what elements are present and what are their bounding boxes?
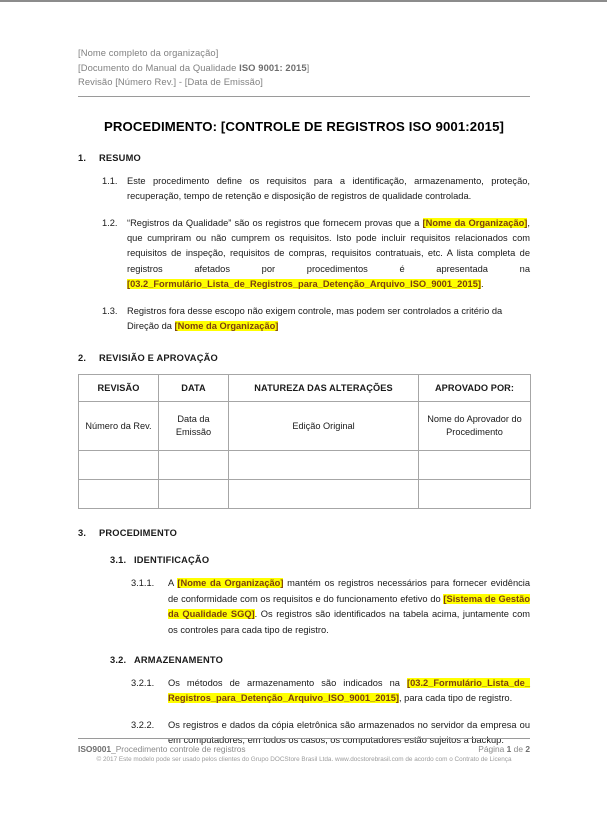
footer-standard-code: ISO9001 <box>78 744 112 754</box>
cell-natureza: Edição Original <box>229 402 419 451</box>
section-label: REVISIÃO E APROVAÇÃO <box>99 353 218 364</box>
document-footer <box>78 738 530 763</box>
section-number: 1. <box>78 152 87 163</box>
header-manual-line <box>78 61 530 76</box>
page-total-number: 2 <box>525 744 530 754</box>
placeholder-nome-organizacao: [Nome da Organização] <box>422 217 528 228</box>
clause-number: 1.1. <box>102 175 118 186</box>
clause-text: Registros fora desse escopo não exigem controle, mas podem ser controlados a critério da Direção da [Nome da Organização] <box>127 305 503 332</box>
section-heading-revisao-aprovacao <box>78 353 530 363</box>
clause-number: 1.3. <box>102 305 118 316</box>
clause-1-1 <box>102 174 530 205</box>
subsection-number: 3.2. <box>110 655 127 666</box>
document-header <box>78 2 530 90</box>
clause-1-2 <box>102 216 530 293</box>
footer-row <box>78 744 530 754</box>
header-organization-line: [Nome completo da organização] <box>78 47 219 58</box>
section-number: 3. <box>78 528 87 539</box>
page-content <box>78 2 530 749</box>
placeholder-formulario-lista-registros: [03.2_Formulário_Lista_de_Registros_para_Detenção_Arquivo_ISO_9001_2015] <box>127 279 481 290</box>
subsection-label: IDENTIFICAÇÃO <box>134 555 210 566</box>
clause-number: 1.2. <box>102 217 118 228</box>
table-header-row <box>79 375 531 402</box>
page-current-number: 1 <box>506 744 512 754</box>
clause-text: A [Nome da Organização] mantém os registros necessários para fornecer evidência de conformidade com os requisitos e do funcionamento efetivo do [Sistema de Gestão da Qualidade SGQ]. Os registros são identificados na tabela acima, juntamente com os controles para cada tipo de registro. <box>168 578 530 635</box>
cell-revisao: Número da Rev. <box>79 402 159 451</box>
page-middle-label: de <box>511 744 526 754</box>
page-prefix-label: Página <box>478 744 507 754</box>
section-label: PROCEDIMENTO <box>99 528 177 539</box>
header-divider <box>78 96 530 97</box>
column-header-natureza: NATUREZA DAS ALTERAÇÕES <box>229 375 419 402</box>
clause-number: 3.2.2. <box>131 719 155 730</box>
section-label: RESUMO <box>99 152 141 163</box>
header-manual-suffix: ] <box>306 61 310 73</box>
page-title: PROCEDIMENTO: [CONTROLE DE REGISTROS ISO 9001:2015] <box>103 118 505 134</box>
cell-data <box>159 451 229 480</box>
footer-document-title: _Procedimento controle de registros <box>111 744 246 754</box>
placeholder-formulario-lista-registros: [03.2_Formulário_Lista_de_ Registros_para_Detenção_Arquivo_ISO_9001_2015] <box>168 678 530 704</box>
clause-number: 3.2.1. <box>131 678 155 689</box>
header-revision-line: Revisão [Número Rev.] - [Data de Emissão] <box>78 76 263 88</box>
footer-copyright: © 2017 Este modelo pode ser usado pelos clientes do Grupo DOCStore Brasil Ltda. www.docstorebrasil.com de acordo com o Contrato de Licença <box>96 756 512 763</box>
subsection-heading-identificacao <box>110 555 530 565</box>
placeholder-nome-organizacao: [Nome da Organização] <box>174 321 279 332</box>
placeholder-sistema-gestao-qualidade: [Sistema de Gestão da Qualidade SGQ] <box>168 593 530 620</box>
clause-number: 3.1.1. <box>131 578 155 589</box>
cell-aprovado-por: Nome do Aprovador do Procedimento <box>419 402 531 451</box>
cell-data <box>159 480 229 509</box>
section-heading-resumo <box>78 153 530 163</box>
cell-aprovado-por <box>419 451 531 480</box>
clause-text: Os métodos de armazenamento são indicados na [03.2_Formulário_Lista_de_ Registros_para_Detenção_Arquivo_ISO_9001_2015], para cada tipo de registro. <box>168 678 530 704</box>
column-header-revisao: REVISÃO <box>79 375 159 402</box>
subsection-heading-armazenamento <box>110 655 530 665</box>
clause-3-1-1 <box>131 576 530 638</box>
revision-table <box>78 374 531 509</box>
cell-natureza <box>229 480 419 509</box>
column-header-aprovado-por: APROVADO POR: <box>419 375 531 402</box>
placeholder-nome-organizacao: [Nome da Organização] <box>177 578 284 589</box>
header-manual-standard: ISO 9001: 2015 <box>239 61 307 73</box>
clause-text: Os registros e dados da cópia eletrônica são armazenados no servidor da empresa ou em computadores; em todos os casos, os computadores estão sujeitos a backup. <box>168 719 530 746</box>
cell-aprovado-por <box>419 480 531 509</box>
footer-document-name <box>78 744 246 754</box>
document-page <box>0 2 607 831</box>
footer-divider <box>78 738 530 739</box>
table-row <box>79 480 531 509</box>
column-header-data: DATA <box>159 375 229 402</box>
cell-natureza <box>229 451 419 480</box>
subsection-label: ARMAZENAMENTO <box>134 655 224 666</box>
clause-text: “Registros da Qualidade” são os registros que fornecem provas que a [Nome da Organização], que cumpriram ou não cumprem os requisitos. Isto pode incluir requisitos relacionados com requisitos de inspeção, requisitos de compras, requisitos contratuais, etc. A lista completa de registros afetados por procedimentos é apresentada na [03.2_Formulário_Lista_de_Registros_para_Detenção_Arquivo_ISO_9001_2015]. <box>127 217 531 290</box>
table-row <box>79 451 531 480</box>
section-number: 2. <box>78 353 87 364</box>
clause-1-3 <box>102 304 530 335</box>
cell-revisao <box>79 451 159 480</box>
header-manual-prefix: [Documento do Manual da Qualidade <box>78 61 240 73</box>
cell-data: Data da Emissão <box>159 402 229 451</box>
subsection-number: 3.1. <box>110 555 127 566</box>
clause-3-2-1 <box>131 676 530 707</box>
section-heading-procedimento <box>78 528 530 538</box>
table-row <box>79 402 531 451</box>
clause-text: Este procedimento define os requisitos para a identificação, armazenamento, proteção, recuperação, tempo de retenção e disposição de registros de qualidade controlada. <box>127 175 530 202</box>
footer-page-number <box>478 744 530 754</box>
cell-revisao <box>79 480 159 509</box>
